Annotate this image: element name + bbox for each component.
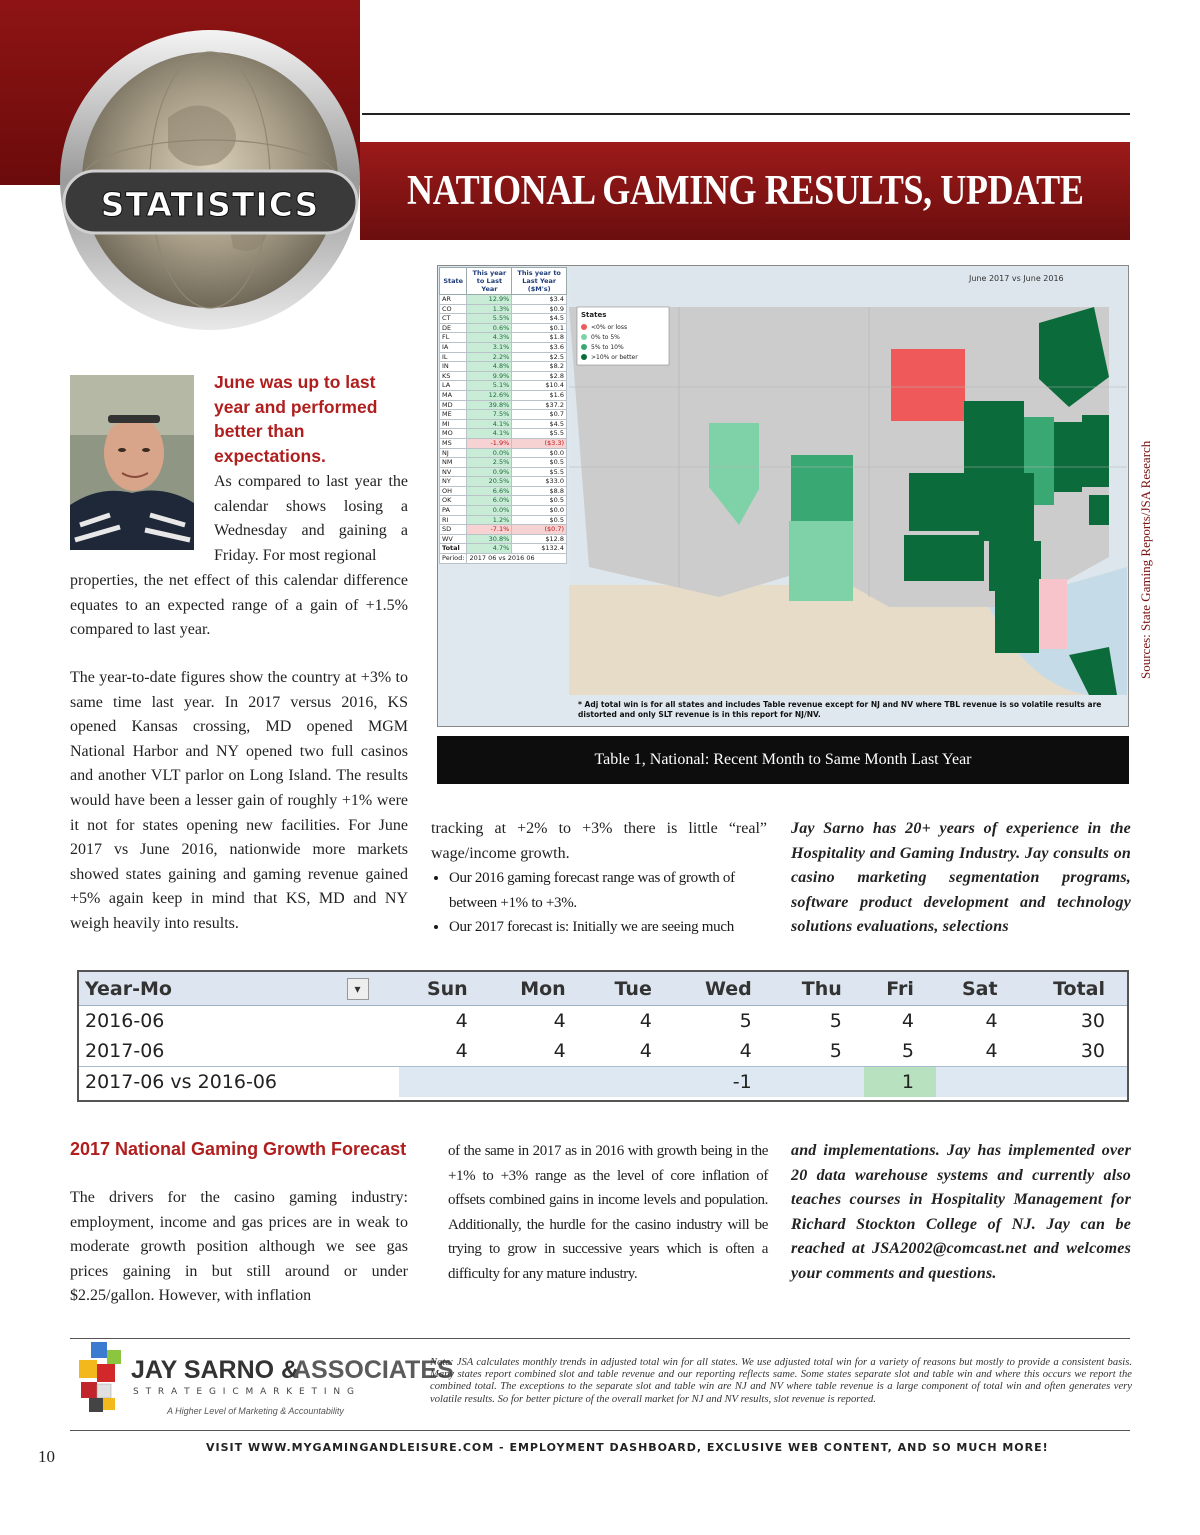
table-row	[440, 352, 567, 362]
statistics-badge	[58, 28, 363, 333]
state-code: MS	[440, 438, 467, 448]
legend-title: States	[581, 311, 607, 319]
state-pct: 5.5%	[467, 314, 512, 324]
table-cell	[1020, 1067, 1127, 1098]
middle-column	[431, 817, 767, 940]
state-nm	[789, 521, 853, 601]
table-cell: 4	[639, 1040, 652, 1062]
state-in	[1054, 422, 1082, 492]
footer-website-link[interactable]: VISIT WWW.MYGAMINGANDLEISURE.COM - EMPLOYMENT DASHBOARD, EXCLUSIVE WEB CONTENT, AND SO MUCH MORE!	[206, 1441, 1049, 1454]
table-cell	[774, 1067, 864, 1098]
table-row	[440, 458, 567, 468]
ytd-paragraph: The year-to-date figures show the country at +3% to same time last year. In 2017 versus 2016, KS opened Kansas crossing, MD opened MGM National Harbor and NY opened two full casinos and another VLT parlor on Long Island. The results would have been a lesser gain of roughly +1% were it not for states opening new facilities. For June 2017 vs June 2016, nationwide more markets showed states gaining and gaming revenue gained +5% again keep in mind that KS, MD and NY weigh heavily into results.	[70, 669, 408, 932]
results-figure	[437, 265, 1129, 727]
state-wv	[1089, 495, 1109, 525]
legend-item: 5% to 10%	[591, 344, 624, 351]
col-header-label: Year-Mo	[85, 977, 172, 1000]
comparison-fri: 1	[864, 1067, 936, 1098]
table-row	[440, 486, 567, 496]
table-cell: 5	[901, 1040, 914, 1062]
col-header-fri: Fri	[864, 972, 936, 1006]
table-cell: 4	[553, 1010, 566, 1032]
state-amt: $8.8	[512, 486, 567, 496]
state-amt: $5.5	[512, 467, 567, 477]
state-amt: $0.0	[512, 506, 567, 516]
state-amt: $37.2	[512, 400, 567, 410]
state-code: OH	[440, 486, 467, 496]
state-code: NV	[440, 467, 467, 477]
col-header-tue: Tue	[588, 972, 674, 1006]
state-code: AR	[440, 295, 467, 305]
bio-column-bottom	[791, 1139, 1131, 1287]
table-cell: 2016-06	[85, 1010, 165, 1032]
state-code: IN	[440, 362, 467, 372]
calendar-table	[79, 972, 1127, 1097]
middle-paragraph: tracking at +2% to +3% there is little “real” wage/income growth.	[431, 820, 767, 862]
table-row	[440, 400, 567, 410]
state-code: IL	[440, 352, 467, 362]
period-label: Period:	[440, 554, 467, 564]
col-header-total: Total	[1020, 972, 1127, 1006]
table-cell: 4	[985, 1040, 998, 1062]
jsa-logo	[75, 1340, 454, 1430]
table-period-row	[440, 554, 567, 564]
state-pct: 5.1%	[467, 381, 512, 391]
state-pct: 2.5%	[467, 458, 512, 468]
state-amt: $3.4	[512, 295, 567, 305]
forecast-list	[431, 866, 767, 940]
table-cell: 4	[739, 1040, 752, 1062]
table-cell	[490, 1067, 588, 1098]
legend-item: <0% or loss	[591, 324, 628, 331]
state-pct: -1.9%	[467, 438, 512, 448]
table-cell: 5	[829, 1040, 842, 1062]
logo-name: JAY SARNO &	[131, 1356, 300, 1384]
author-photo	[70, 375, 194, 550]
state-code: KS	[440, 371, 467, 381]
state-ok	[904, 535, 984, 581]
table-cell: 5	[739, 1010, 752, 1032]
col-header-thu: Thu	[774, 972, 864, 1006]
state-pct: -7.1%	[467, 525, 512, 535]
forecast-paragraph: The drivers for the casino gaming industry: employment, income and gas prices are in weak to moderate growth position although we see gas prices gaining in but still around or under $2.25/gallon. However, with inflation	[70, 1189, 408, 1305]
state-code: OK	[440, 496, 467, 506]
state-amt: $0.7	[512, 410, 567, 420]
table-cell: 4	[901, 1010, 914, 1032]
table-row	[440, 381, 567, 391]
state-co	[791, 455, 853, 521]
comparison-row	[79, 1067, 1127, 1098]
table-row	[440, 304, 567, 314]
state-code: FL	[440, 333, 467, 343]
col-header-pct: This year to Last Year	[467, 268, 512, 295]
state-oh	[1082, 415, 1109, 487]
state-amt: $0.5	[512, 458, 567, 468]
table-row	[79, 1036, 1127, 1067]
middle-column-bottom	[448, 1139, 768, 1287]
sources-credit: Sources: State Gaming Reports/JSA Research	[1138, 440, 1153, 679]
state-pct: 6.6%	[467, 486, 512, 496]
page-title: NATIONAL GAMING RESULTS, UPDATE	[406, 168, 1084, 214]
table-cell: 4	[553, 1040, 566, 1062]
state-code: WV	[440, 534, 467, 544]
table-row	[440, 467, 567, 477]
title-banner	[360, 142, 1130, 240]
state-pct: 3.1%	[467, 342, 512, 352]
table-cell	[588, 1067, 674, 1098]
table-cell	[936, 1067, 1020, 1098]
state-pct: 7.5%	[467, 410, 512, 420]
state-pct: 12.6%	[467, 390, 512, 400]
lead-paragraph-cont: properties, the net effect of this calendar difference equates to an expected range of a gain of +1.5% compared to last year.	[70, 572, 408, 639]
state-code: CO	[440, 304, 467, 314]
state-pct: 1.2%	[467, 515, 512, 525]
state-amt: $1.6	[512, 390, 567, 400]
state-ks	[909, 473, 979, 531]
col-header-mon: Mon	[490, 972, 588, 1006]
state-pct: 0.0%	[467, 448, 512, 458]
table-row	[440, 477, 567, 487]
state-pct: 0.9%	[467, 467, 512, 477]
table-row	[440, 410, 567, 420]
table-row	[440, 515, 567, 525]
col-header-wed: Wed	[674, 972, 774, 1006]
state-pct: 4.1%	[467, 419, 512, 429]
state-code: MD	[440, 400, 467, 410]
legend-item: 0% to 5%	[591, 334, 620, 341]
table-row	[440, 323, 567, 333]
state-pct: 9.9%	[467, 371, 512, 381]
state-code: NY	[440, 477, 467, 487]
forecast-heading: 2017 National Gaming Growth Forecast	[70, 1139, 407, 1159]
state-code: PA	[440, 506, 467, 516]
state-pct: 39.8%	[467, 400, 512, 410]
state-ar	[989, 541, 1041, 591]
table-row	[440, 295, 567, 305]
state-code: NJ	[440, 448, 467, 458]
lead-heading: June was up to last year and performed better than expectations.	[214, 372, 378, 466]
bio-paragraph: Jay Sarno has 20+ years of experience in the Hospitality and Gaming Industry. Jay consults on casino marketing segmentation programs, software product development and technology solutions evaluations, selections	[791, 820, 1131, 936]
legend-item: >10% or better	[591, 354, 638, 361]
calendar-comparison	[77, 970, 1129, 1102]
col-header-sun: Sun	[399, 972, 490, 1006]
period-value: 2017 06 vs 2016 06	[467, 554, 567, 564]
filter-icon[interactable]: ▾	[347, 978, 369, 1000]
state-mo	[979, 473, 1034, 541]
state-pct: 6.0%	[467, 496, 512, 506]
comparison-wed: -1	[674, 1067, 774, 1098]
table-cell: 2017-06	[85, 1040, 165, 1062]
methodology-note: Note: JSA calculates monthly trends in adjusted total win for all states. We use adjusted total win for a variety of reasons but mostly to provide a consistent basis. Many states report combined slot and table revenue and our reporting reflects same. Some states separate slot and table win and where this occurs we report the combined total. The exceptions to the separate slot and table win are NJ and NV where table revenue is a large component of total win and often generates very volatile results. So for better picture of the overall market for NJ and NV results, slot revenue is reported.	[430, 1357, 1132, 1405]
page-number: 10	[38, 1447, 55, 1466]
state-amt: $0.9	[512, 304, 567, 314]
state-amt: $0.1	[512, 323, 567, 333]
table-row	[440, 362, 567, 372]
state-sd	[891, 349, 965, 421]
state-code: RI	[440, 515, 467, 525]
total-pct: 4.7%	[467, 544, 512, 554]
table-row	[440, 429, 567, 439]
middle-paragraph-bottom: of the same in 2017 as in 2016 with growth being in the +1% to +3% range as the level of core inflation of offsets combined gains in income levels and population. Additionally, the hurdle for the casino industry will be trying to grow in successive years which is often a difficulty for any mature industry.	[448, 1143, 768, 1282]
table-row	[440, 390, 567, 400]
state-amt: $33.0	[512, 477, 567, 487]
state-code: SD	[440, 525, 467, 535]
col-header-amt: This year to Last Year ($M's)	[512, 268, 567, 295]
state-pct: 0.6%	[467, 323, 512, 333]
state-amt: $4.5	[512, 314, 567, 324]
col-header-state: State	[440, 268, 467, 295]
state-pct: 20.5%	[467, 477, 512, 487]
table-cell: 4	[639, 1010, 652, 1032]
state-code: IA	[440, 342, 467, 352]
state-amt: $0.5	[512, 496, 567, 506]
bio-column	[791, 817, 1131, 940]
col-header-year-mo	[79, 972, 399, 1006]
state-results-table	[439, 267, 567, 564]
state-pct: 0.0%	[467, 506, 512, 516]
logo-subtitle: S T R A T E G I C M A R K E T I N G	[133, 1387, 356, 1397]
table-row	[440, 419, 567, 429]
total-label: Total	[440, 544, 467, 554]
state-amt: $2.5	[512, 352, 567, 362]
state-amt: ($0.7)	[512, 525, 567, 535]
col-header-sat: Sat	[936, 972, 1020, 1006]
state-la	[995, 591, 1039, 653]
state-pct: 30.8%	[467, 534, 512, 544]
state-amt: $2.8	[512, 371, 567, 381]
table-row	[440, 496, 567, 506]
state-ms	[1039, 579, 1067, 649]
table-row	[79, 1006, 1127, 1037]
state-code: CT	[440, 314, 467, 324]
state-pct: 12.9%	[467, 295, 512, 305]
state-amt: $3.6	[512, 342, 567, 352]
state-amt: $8.2	[512, 362, 567, 372]
table-cell: 4	[985, 1010, 998, 1032]
divider	[70, 1338, 1130, 1339]
table-cell: 30	[1080, 1010, 1105, 1032]
state-pct: 4.8%	[467, 362, 512, 372]
lead-paragraph: As compared to last year the calendar shows losing a Wednesday and gaining a Friday. For most regional	[214, 473, 408, 564]
figure-caption: Table 1, National: Recent Month to Same Month Last Year	[437, 736, 1129, 784]
footer-divider	[70, 1430, 1130, 1431]
state-amt: $0.5	[512, 515, 567, 525]
state-code: MO	[440, 429, 467, 439]
list-item: • Our 2017 forecast is: Initially we are seeing much	[449, 915, 767, 940]
state-code: MA	[440, 390, 467, 400]
state-ia	[964, 401, 1024, 483]
state-pct: 1.3%	[467, 304, 512, 314]
map-footnote: * Adj total win is for all states and includes Table revenue except for NJ and NV where TBL revenue is so volatile results are distorted and only SLT revenue is in this report for NJ/NV.	[578, 700, 1102, 719]
table-row	[440, 506, 567, 516]
table-cell	[399, 1067, 490, 1098]
total-amt: $132.4	[512, 544, 567, 554]
state-pct: 4.1%	[467, 429, 512, 439]
state-code: ME	[440, 410, 467, 420]
comparison-label: 2017-06 vs 2016-06	[79, 1067, 399, 1098]
table-row	[440, 534, 567, 544]
table-row	[440, 314, 567, 324]
state-amt: $1.8	[512, 333, 567, 343]
table-cell: 30	[1080, 1040, 1105, 1062]
state-amt: $12.8	[512, 534, 567, 544]
top-rule	[362, 113, 1130, 115]
state-amt: ($3.3)	[512, 438, 567, 448]
table-row	[440, 525, 567, 535]
state-amt: $5.5	[512, 429, 567, 439]
badge-label: STATISTICS	[100, 185, 320, 224]
logo-name-2: ASSOCIATES	[293, 1356, 454, 1384]
list-item: • Our 2016 gaming forecast range was of growth of between +1% to +3%.	[449, 866, 767, 915]
table-row	[440, 333, 567, 343]
bio-paragraph-bottom: and implementations. Jay has implemented over 20 data warehouse systems and currently also teaches courses in Hospitality Management for Richard Stockton College of NJ. Jay can be reached at JSA2002@comcast.net and welcomes your comments and questions.	[791, 1142, 1131, 1282]
state-code: MI	[440, 419, 467, 429]
table-cell: 5	[829, 1010, 842, 1032]
table-cell: 4	[455, 1040, 468, 1062]
state-code: NM	[440, 458, 467, 468]
state-amt: $0.0	[512, 448, 567, 458]
state-amt: $10.4	[512, 381, 567, 391]
state-amt: $4.5	[512, 419, 567, 429]
table-row	[440, 342, 567, 352]
logo-tagline: A Higher Level of Marketing & Accountability	[167, 1406, 344, 1416]
state-pct: 4.3%	[467, 333, 512, 343]
us-map	[569, 267, 1127, 695]
table-total-row	[440, 544, 567, 554]
state-code: DE	[440, 323, 467, 333]
table-row	[440, 438, 567, 448]
map-title: June 2017 vs June 2016	[969, 274, 1064, 283]
state-pct: 2.2%	[467, 352, 512, 362]
table-row	[440, 371, 567, 381]
table-row	[440, 448, 567, 458]
state-code: LA	[440, 381, 467, 391]
table-cell: 4	[455, 1010, 468, 1032]
